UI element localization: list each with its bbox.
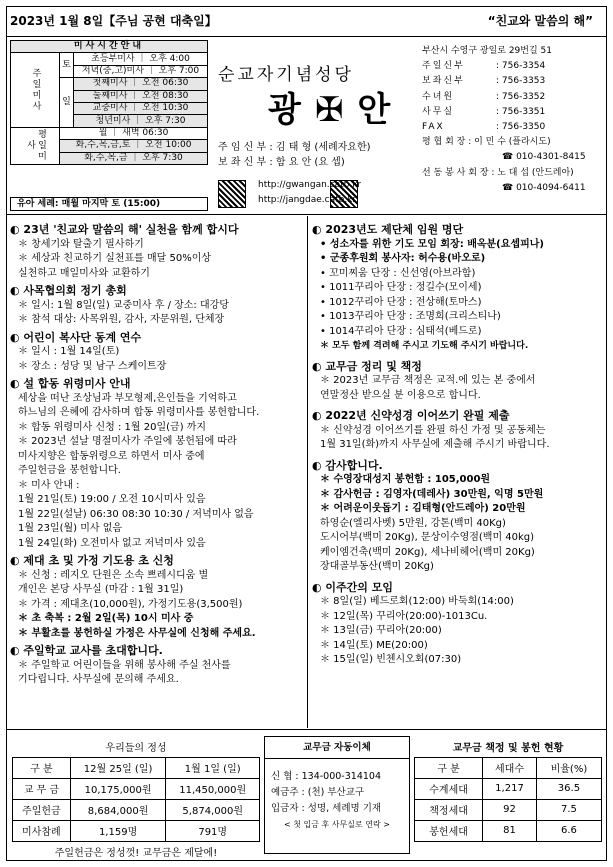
table-row: 봉헌세대 81 6.6 (415, 820, 602, 841)
notice-line: ＊ 합동 위령미사 신청 : 1월 20일(금) 까지 (18, 421, 207, 433)
sat-label: 토 (60, 53, 74, 78)
table-header: 구 분 (13, 757, 71, 778)
depositor-note: 입금자 : 성명, 세례명 기재 (271, 803, 382, 814)
church-name: 순교자기념성당 (218, 65, 354, 85)
notice-line: 1월 21일(토) 19:00 / 오전 10시미사 있음 (18, 494, 206, 505)
table-header: 세대수 (483, 757, 537, 778)
section-title: ◐ 2023년도 제단체 임원 명단 (312, 223, 464, 236)
mass-row: 월 ｜ 새벽 06:30 (60, 127, 208, 139)
notice-line: ＊ 일시: 1월 8일(일) 교중미사 후 / 장소: 대강당 (18, 299, 229, 311)
table-row: 미사참례 1,159명 791명 (13, 820, 260, 841)
qr-code-icon (218, 180, 246, 208)
notice-line: ＊ 모두 함께 격려해 주시고 기도해 주시기 바랍니다. (320, 341, 529, 351)
section-title: ◐ 설 합동 위령미사 안내 (10, 377, 131, 390)
section-title: ◐ 제대 초 및 가정 기도용 초 신청 (10, 554, 174, 567)
offering-footer: 주일헌금은 정성껏! 교무금은 제달에! (54, 848, 218, 860)
table-row: 주일헌금 8,684,000원 5,874,000원 (13, 799, 260, 820)
offering-title: 우리들의 정성 (13, 736, 260, 757)
notice-line: • 꼬미찌움 단장 : 신선영(아브라함) (320, 267, 476, 279)
notice-line: • 성소자를 위한 기도 모임 회장: 배옥분(요셉피나) (320, 238, 544, 250)
priests-list (218, 140, 371, 170)
mass-row: 청년미사 ｜ 오후 7:30 (74, 115, 208, 127)
notice-section (312, 581, 604, 668)
table-row: 수계세대 1,217 36.5 (415, 778, 602, 799)
address: 부산시 수영구 광일로 29번길 51 (422, 46, 552, 56)
website-link[interactable]: http://gwangan.catb.kr (258, 180, 362, 190)
divider (6, 214, 607, 215)
auto-transfer-box (264, 736, 410, 854)
mass-row: 첫째미사 ｜ 오전 06:30 (74, 78, 208, 90)
section-title: ◐ 어린이 복사단 동계 연수 (10, 330, 142, 344)
table-row: 교 무 금 10,175,000원 11,450,000원 (13, 778, 260, 799)
section-title: ◐ 감사합니다. (312, 458, 383, 472)
notice-section (10, 377, 304, 551)
apostle-phone: ☎ 010-4094-6411 (502, 182, 586, 193)
section-title: ◐ 2022년 신약성경 이어쓰기 완필 제출 (312, 409, 510, 422)
weekday-mass-label: 평일미사 (11, 127, 60, 164)
section-title: ◐ 주일학교 교사를 초대합니다. (10, 644, 163, 657)
contact-row: 사무실 : 756-3351 (422, 106, 546, 117)
notice-line: 1월 24일(화) 오전미사 없고 저녁미사 있음 (18, 537, 206, 549)
table-header: 12월 25일 (일) (70, 757, 166, 778)
notice-line: ＊ 가격 : 제대초(10,000원), 가정기도용(3,500원) (18, 598, 243, 610)
contact-row: 보좌신부 : 756-3353 (422, 76, 546, 87)
contact-note: < 첫 입금 후 사무실로 연락 > (284, 820, 390, 829)
notice-line: 실천하고 매일미사와 교환하기 (18, 267, 150, 279)
left-column (10, 220, 304, 688)
column-divider (307, 216, 308, 728)
divider (6, 36, 607, 37)
section-title: ◐ 이주간의 모임 (312, 580, 394, 594)
notice-line: ＊ 15일(일) 빈첸시오회(07:30) (320, 654, 462, 665)
account-holder: 예금주 : (천) 부산교구 (271, 787, 365, 798)
notice-line: 도시어부(백미 20Kg), 문상이수영점(백미 40kg) (320, 532, 535, 543)
notice-section (10, 223, 304, 281)
notice-line: ＊ 부활초를 봉헌하실 가정은 사무실에 신청해 주세요. (18, 627, 256, 639)
contact-row: FAX : 756-3350 (422, 122, 546, 133)
notice-line: ＊ 2023년 설날 명절미사가 주일에 봉헌됨에 따라 (18, 436, 237, 447)
section-title: ◐ 교무금 정리 및 책정 (312, 359, 422, 373)
notice-line: ＊ 수영장대성지 봉헌함 : 105,000원 (320, 474, 491, 485)
notice-section (312, 223, 604, 354)
bulletin-title: 광✠안 (268, 90, 405, 130)
notice-line: ＊ 신청 : 레지오 단원은 소속 쁘레시디움 별 (18, 569, 209, 581)
notice-line: 연말정산 받으실 분 이용으로 합니다. (320, 389, 481, 401)
notice-line: ＊ 2023년 교무금 책정은 교적.에 있는 본 중에서 (320, 375, 536, 386)
notice-line: 기다립니다. 사무실에 문의해 주세요. (18, 674, 179, 685)
notice-line: • 군종후원회 봉사자: 허수용(바오로) (320, 253, 486, 264)
notice-section (312, 360, 604, 404)
divider (6, 729, 607, 730)
notice-line: 세상을 떠난 조상님과 부모형제,은인들을 기억하고 (18, 392, 237, 404)
mass-schedule-title: 미사시간안내 (11, 41, 208, 53)
notice-line: ＊ 장소 : 성당 및 남구 스케이트장 (18, 360, 167, 372)
notice-line: • 1012꾸리아 단장 : 전상해(토마스) (320, 296, 482, 308)
apostle-president: 선 동 봉 사 회 장 : 노 대 섭 (안드레아) (422, 167, 574, 178)
notice-line: 케이엠건축(백미 20Kg), 세나비헤어(백미 20Kg) (320, 546, 535, 558)
notice-section (312, 459, 604, 575)
notice-section (312, 409, 604, 453)
notice-line: 개인은 본당 사무실 (마감 : 1월 31일) (18, 584, 184, 595)
mass-schedule-table (10, 40, 208, 165)
mass-row: 저녁(중,고)미사 ｜ 오후 7:00 (74, 65, 208, 77)
mass-row: 둘째미사 ｜ 오전 08:30 (74, 90, 208, 102)
notice-line: ＊ 초 축복 : 2월 2일(목) 10시 미사 중 (18, 613, 194, 624)
notice-section (10, 284, 304, 328)
assistant-priest: 보 좌 신 부 : 함 요 안 (요 셉) (218, 157, 345, 168)
notice-line: 하느님의 은혜에 감사하며 합동 위령미사를 봉헌합니다. (18, 407, 260, 418)
mass-row: 교중미사 ｜ 오전 10:30 (74, 102, 208, 114)
notice-line: ＊ 일시 : 1월 14일(토) (18, 346, 120, 357)
table-row: 책정세대 92 7.5 (415, 799, 602, 820)
notice-line: ＊ 창세기와 탈출기 필사하기 (18, 238, 144, 250)
notice-line: ＊ 12일(목) 꾸리아(20:00)-1013Cu. (320, 610, 488, 622)
sunday-mass-label: 주일미사 (11, 53, 60, 127)
notice-line: • 1013꾸리아 단장 : 조명희(크리스티나) (320, 311, 501, 322)
notice-line: 1월 31일(화)까지 사무실에 제출해 주시기 바랍니다. (320, 439, 550, 450)
notice-line: ＊ 14일(토) ME(20:00) (320, 639, 428, 651)
notice-line: 미사지향은 합동위령으로 하면서 미사 중에 (18, 450, 205, 462)
notice-section (10, 331, 304, 375)
notice-line: 장대골부동산(백미 20Kg) (320, 561, 434, 572)
table-header: 구 분 (415, 757, 483, 778)
contact-row: 수녀원 : 756-3352 (422, 91, 546, 102)
section-title: ◐ 사목협의회 정기 총회 (10, 284, 127, 297)
status-title: 교무금 책정 및 봉헌 현황 (415, 736, 602, 757)
notice-line: ＊ 미사 안내 : (18, 479, 80, 491)
notice-line: ＊ 세상과 친교하기 실천표를 매달 50%이상 (18, 253, 212, 264)
notice-line: ＊ 13일(금) 꾸리아(20:00) (320, 625, 442, 636)
notice-line: ＊ 어려운이웃돕기 : 김태형(안드레아) 20만원 (320, 503, 526, 514)
section-title: ◐ 23년 '친교와 말씀의 해' 실천을 함께 합시다 (10, 223, 239, 236)
notice-section (10, 554, 304, 641)
notice-line: • 1014꾸리아 단장 : 심태석(베드로) (320, 325, 482, 337)
notice-line: 하영순(엘리사벳) 5만원, 강톤(백미 40Kg) (320, 517, 506, 529)
contact-info (422, 44, 586, 196)
pastor: 주 임 신 부 : 김 태 형 (세례자요한) (218, 142, 371, 153)
notice-line: 주일헌금을 봉헌합니다. (18, 465, 121, 476)
mass-row: 초등부미사 ｜ 오후 4:00 (74, 53, 208, 65)
notice-line: ＊ 주일학교 어린이들을 위해 봉사해 주실 천사를 (18, 659, 231, 671)
offering-table (12, 736, 260, 862)
contact-row: 주일신부 : 756-3354 (422, 61, 546, 72)
right-column (312, 220, 604, 668)
president: 평 협 회 장 : 이 민 수 (플라시도) (422, 137, 551, 148)
notice-line: • 1011꾸리아 단장 : 정길수(모이세) (320, 282, 482, 293)
notice-line: ＊ 참석 대상: 사목위원, 감사, 자문위원, 단체장 (18, 314, 225, 325)
infant-baptism: 유아 세례: 매월 마지막 토 (15:00) (10, 197, 208, 211)
bulletin-motto: “친교와 말씀의 해” (487, 14, 593, 28)
sun-label: 일 (60, 78, 74, 128)
table-header: 1월 1일 (일) (166, 757, 260, 778)
mass-row: 화,수,목,금,토 ｜ 오전 10:00 (60, 140, 208, 152)
notice-line: 1월 22일(설날) 06:30 08:30 10:30 / 저녁미사 없음 (18, 508, 254, 520)
notice-line: 1월 23일(월) 미사 없음 (18, 523, 123, 534)
website-link[interactable]: http://jangdae.catb.kr (258, 195, 357, 205)
table-header: 비율(%) (536, 757, 601, 778)
notice-line: ＊ 감사헌금 : 김영자(데레사) 30만원, 익명 5만원 (320, 488, 544, 500)
status-table (414, 736, 602, 842)
notice-line: ＊ 8일(일) 베드로회(12:00) 바둑회(14:00) (320, 596, 514, 607)
president-phone: ☎ 010-4301-8415 (502, 152, 586, 163)
bulletin-date: 2023년 1월 8일【주님 공현 대축일】 (10, 14, 217, 28)
bank-account: 신 협 : 134-000-314104 (271, 771, 382, 782)
notice-line: ＊ 신약성경 이어쓰기를 완필 하신 가정 및 공동체는 (320, 424, 546, 436)
mass-row: 화,수,목,금 ｜ 오후 7:30 (60, 152, 208, 164)
notice-section (10, 644, 304, 688)
auto-transfer-title: 교무금 자동이체 (265, 737, 409, 759)
